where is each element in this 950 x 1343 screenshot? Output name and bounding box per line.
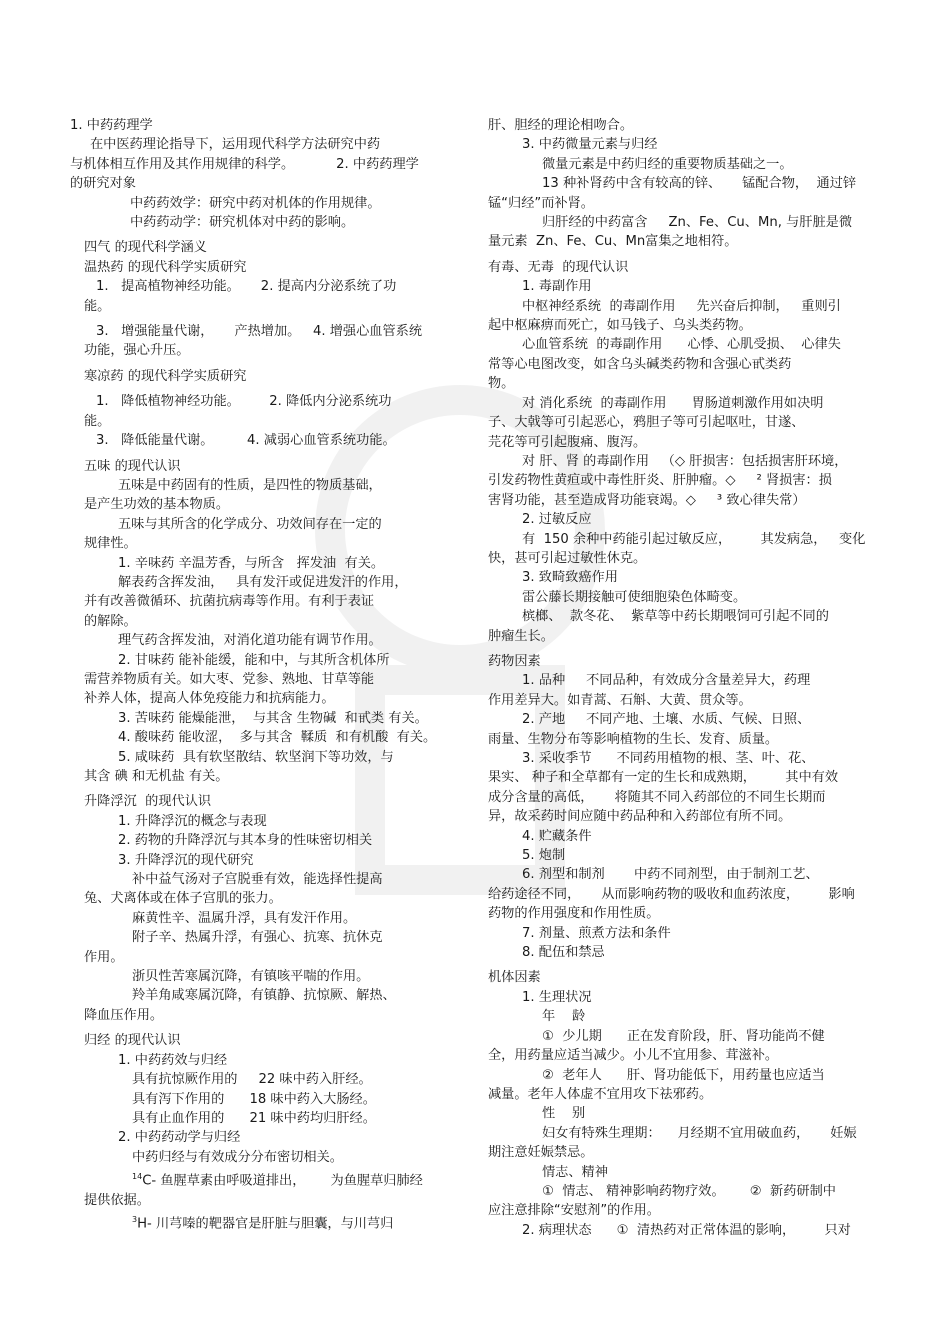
text-line-content: 2. 甘味药 能补能缓，能和中，与其所含机体所	[118, 652, 390, 668]
isotope-superscript: 3	[132, 1215, 138, 1225]
text-line-content: 锰“归经”而补肾。	[488, 195, 594, 211]
text-line-content: 3. 苦味药 能燥能泄， 与其含 生物碱 和甙类 有关。	[118, 710, 428, 726]
text-line-content: 规律性。	[84, 536, 137, 552]
text-line-content: 心血管系统 的毒副作用 心悸、心肌受损、 心律失	[522, 337, 841, 353]
text-line	[488, 968, 888, 987]
text-line	[488, 885, 888, 904]
text-line	[488, 1066, 888, 1085]
text-line-content: 1. 辛味药 辛温芳香，与所含 挥发油 有关。	[118, 555, 385, 571]
right-column	[488, 116, 888, 1240]
text-line	[70, 1148, 465, 1167]
text-line	[70, 573, 465, 592]
text-line	[488, 232, 888, 251]
text-line-content: 药物的作用强度和作用性质。	[488, 906, 660, 922]
text-line-content: 5. 炮制	[522, 848, 566, 864]
text-line-content: 肿瘤生长。	[488, 628, 554, 644]
text-line-content: 2. 产地 不同产地、土壤、水质、气候、日照、	[522, 712, 811, 728]
text-line-content: 能。	[84, 298, 111, 314]
text-line	[488, 549, 888, 568]
text-line-content: 对 消化系统 的毒副作用 胃肠道刺激作用如决明	[522, 395, 824, 411]
text-line	[488, 1085, 888, 1104]
text-line-content: 兔、犬离体或在体子宫肌的张力。	[84, 891, 282, 907]
text-line	[488, 452, 888, 471]
text-line-content: 异，故采药时间应随中药品种和入药部位有所不同。	[488, 809, 792, 825]
text-line-content: 与机体相互作用及其作用规律的科学。 2. 中药药理学	[70, 156, 419, 172]
text-line	[488, 530, 888, 549]
text-line	[488, 924, 888, 943]
text-line	[70, 155, 465, 174]
text-line-content: 全，用药量应适当减少。小儿不宜用参、茸滋补。	[488, 1048, 779, 1064]
text-line-content: 2. 过敏反应	[522, 512, 592, 528]
text-line-content: 应注意排除“安慰剂”的作用。	[488, 1203, 660, 1219]
text-line	[488, 568, 888, 587]
text-line	[488, 433, 888, 452]
text-line	[70, 812, 465, 831]
text-line	[70, 948, 465, 967]
text-line	[70, 1090, 465, 1109]
text-line	[488, 671, 888, 690]
text-line	[488, 1027, 888, 1046]
text-line	[70, 515, 465, 534]
text-line-content: 3. 中药微量元素与归经	[522, 137, 658, 153]
text-line	[488, 1104, 888, 1123]
text-line	[70, 631, 465, 650]
text-line-content: 1. 毒副作用	[522, 279, 592, 295]
text-line-content: 升降浮沉 的现代认识	[84, 794, 212, 810]
text-line-content: 归肝经的中药富含 Zn、Fe、Cu、Mn, 与肝脏是微	[542, 215, 853, 231]
text-line	[488, 1221, 888, 1240]
text-line	[488, 827, 888, 846]
text-line	[488, 943, 888, 962]
text-line-content: 四气 的现代科学涵义	[84, 240, 207, 256]
text-line	[488, 904, 888, 923]
text-line	[70, 748, 465, 767]
text-line-content: 子、大戟等可引起恶心，鸦胆子等可引起呕吐，甘遂、	[488, 415, 805, 431]
text-line-content: 13 种补肾药中含有较高的锌、 锰配合物， 通过锌	[542, 176, 857, 192]
text-line-content: 给药途径不同， 从而影响药物的吸收和血药浓度， 影响	[488, 886, 855, 902]
text-line	[488, 213, 888, 232]
text-line-content: 起中枢麻痹而死亡，如马钱子、乌头类药物。	[488, 318, 752, 334]
text-line-content: 五味 的现代认识	[84, 458, 181, 474]
text-line	[488, 749, 888, 768]
text-line-content: 对 肝、肾 的毒副作用 （◇ 肝损害：包括损害肝环境，	[522, 453, 848, 469]
text-line	[70, 213, 465, 232]
text-line-content: 7. 剂量、煎煮方法和条件	[522, 925, 671, 941]
text-line-content: 3. 降低能量代谢。 4. 减弱心血管系统功能。	[96, 433, 396, 449]
text-line	[488, 730, 888, 749]
text-line	[488, 1201, 888, 1220]
text-line	[70, 728, 465, 747]
text-line	[488, 807, 888, 826]
text-line	[488, 413, 888, 432]
text-line	[488, 491, 888, 510]
text-line	[70, 1031, 465, 1050]
text-line	[488, 988, 888, 1007]
text-line-content: 年 龄	[542, 1009, 586, 1025]
text-line	[70, 1070, 465, 1089]
text-line	[488, 174, 888, 193]
text-line-content: 1. 升降浮沉的概念与表现	[118, 813, 267, 829]
text-line-content: 4. 酸味药 能收涩， 多与其含 鞣质 和有机酸 有关。	[118, 730, 437, 746]
text-line	[70, 367, 465, 386]
text-line-content: 具有止血作用的 21 味中药均归肝经。	[132, 1110, 376, 1126]
text-line	[70, 554, 465, 573]
text-line-content: 解表药含挥发油， 具有发汗或促进发汗的作用，	[118, 574, 408, 590]
text-line-content: 中药归经与有效成分分布密切相关。	[132, 1149, 343, 1165]
text-line	[488, 691, 888, 710]
text-line	[70, 967, 465, 986]
text-line	[70, 870, 465, 889]
text-line	[70, 909, 465, 928]
text-line	[70, 670, 465, 689]
text-line	[70, 495, 465, 514]
text-line	[488, 316, 888, 335]
text-line-content: H- 川芎嗪的靶器官是肝脏与胆囊，与川芎归	[137, 1216, 394, 1232]
text-line-content: 常等心电图改变，如含乌头碱类药物和含强心甙类药	[488, 356, 792, 372]
text-line-content: 果实、 种子和全草都有一定的生长和成熟期， 其中有效	[488, 770, 839, 786]
text-line-content: ① 情志、 精神影响药物疗效。 ② 新药研制中	[542, 1183, 836, 1199]
text-line	[70, 412, 465, 431]
text-line-content: 量元素 Zn、Fe、Cu、Mn富集之地相符。	[488, 234, 738, 250]
text-line-content: 6. 剂型和制剂 中药不同剂型，由于制剂工艺、	[522, 867, 819, 883]
text-line-content: 中药药效学：研究中药对机体的作用规律。	[130, 195, 381, 211]
text-line-content: 引发药物性黄疸或中毒性肝炎、肝肿瘤。◇ ² 肾损害：损	[488, 473, 832, 489]
text-line	[70, 476, 465, 495]
text-line	[488, 277, 888, 296]
text-line-content: 雷公藤长期接触可使细胞染色体畸变。	[522, 589, 747, 605]
text-line	[70, 1191, 465, 1210]
text-line-content: 2. 病理状态 ① 清热药对正常体温的影响， 只对	[522, 1222, 851, 1238]
text-line-content: 微量元素是中药归经的重要物质基础之一。	[542, 156, 793, 172]
text-line	[70, 116, 465, 135]
text-line-content: 补养人体，提高人体免疫能力和抗病能力。	[84, 691, 335, 707]
text-line-content: 妇女有特殊生理期： 月经期不宜用破血药， 妊娠	[542, 1125, 857, 1141]
text-line-content: 是产生功效的基本物质。	[84, 497, 230, 513]
text-line-content: 其含 碘 和无机盐 有关。	[84, 769, 229, 784]
text-line	[488, 155, 888, 174]
text-line-content: 中枢神经系统 的毒副作用 先兴奋后抑制， 重则引	[522, 298, 841, 314]
text-line	[70, 258, 465, 277]
text-line	[70, 592, 465, 611]
text-line-content: 3. 致畸致癌作用	[522, 570, 618, 586]
text-line	[488, 1143, 888, 1162]
text-line	[70, 174, 465, 193]
text-line-content: 1. 品种 不同品种，有效成分含量差异大，药理	[522, 673, 811, 689]
text-line-content: 温热药 的现代科学实质研究	[84, 259, 247, 275]
left-column	[70, 116, 465, 1234]
text-line-content: 麻黄性辛、温属升浮，具有发汗作用。	[132, 910, 357, 926]
text-line	[488, 135, 888, 154]
text-line-content: 2. 药物的升降浮沉与其本身的性味密切相关	[118, 833, 373, 849]
text-line	[488, 116, 888, 135]
text-line-content: 害肾功能，甚至造成肾功能衰竭。◇ ³ 致心律失常）	[488, 492, 806, 508]
text-line-content: 羚羊角咸寒属沉降，有镇静、抗惊厥、解热、	[132, 988, 396, 1004]
text-line-content: 具有抗惊厥作用的 22 味中药入肝经。	[132, 1072, 372, 1088]
text-line-content: 的研究对象	[70, 176, 136, 192]
text-line-content: 提供依据。	[84, 1192, 150, 1208]
text-line	[70, 1167, 465, 1191]
text-line	[70, 709, 465, 728]
text-line	[488, 627, 888, 646]
text-line-content: 2. 中药药动学与归经	[118, 1130, 241, 1146]
text-line	[70, 1109, 465, 1128]
text-line	[70, 889, 465, 908]
text-line	[70, 1051, 465, 1070]
text-line-content: C- 鱼腥草素由呼吸道排出， 为鱼腥草归肺经	[142, 1173, 423, 1189]
text-line	[70, 1210, 465, 1234]
text-line	[488, 768, 888, 787]
text-line	[70, 534, 465, 553]
text-line-content: 的解除。	[84, 613, 137, 629]
text-line	[70, 297, 465, 316]
text-line-content: 性 别	[542, 1106, 586, 1122]
text-line	[488, 510, 888, 529]
text-line-content: 作用。	[84, 949, 124, 965]
text-line-content: 降血压作用。	[84, 1007, 164, 1023]
text-line-content: 理气药含挥发油，对消化道功能有调节作用。	[118, 633, 382, 649]
text-line-content: 期注意妊娠禁忌。	[488, 1145, 594, 1161]
text-line-content: 肝、胆经的理论相吻合。	[488, 118, 634, 133]
text-line	[488, 335, 888, 354]
text-line-content: 机体因素	[488, 970, 541, 986]
text-line-content: 药物因素	[488, 653, 541, 669]
text-line-content: 1. 提高植物神经功能。 2. 提高内分泌系统了功	[96, 279, 397, 295]
text-line-content: 4. 贮藏条件	[522, 828, 592, 844]
text-line-content: 五味与其所含的化学成分、功效间存在一定的	[118, 516, 382, 532]
text-line-content: 槟榔、 款冬花、 紫草等中药长期喂饲可引起不同的	[522, 609, 829, 625]
text-line-content: 1. 中药药效与归经	[118, 1052, 228, 1068]
text-line	[70, 792, 465, 811]
text-line	[70, 767, 465, 786]
text-line-content: 3. 升降浮沉的现代研究	[118, 852, 254, 868]
text-line-content: 快，甚可引起过敏性休克。	[488, 550, 647, 566]
text-line-content: 芫花等可引起腹痛、腹泻。	[488, 434, 647, 450]
text-line	[70, 986, 465, 1005]
isotope-superscript: 14	[132, 1172, 143, 1182]
text-line	[70, 277, 465, 296]
text-line-content: 8. 配伍和禁忌	[522, 945, 605, 961]
text-line	[488, 788, 888, 807]
text-line-content: 3. 采收季节 不同药用植物的根、茎、叶、花、	[522, 751, 815, 766]
text-line	[70, 392, 465, 411]
text-line-content: 减量。老年人体虚不宜用攻下祛邪药。	[488, 1086, 713, 1102]
text-line	[488, 1046, 888, 1065]
text-line-content: ① 少儿期 正在发育阶段，肝、肾功能尚不健	[542, 1028, 825, 1044]
text-line-content: 情志、精神	[542, 1164, 608, 1180]
text-line	[488, 471, 888, 490]
text-line-content: 1. 生理状况	[522, 989, 592, 1005]
text-line	[70, 457, 465, 476]
text-line	[488, 865, 888, 884]
text-line	[488, 194, 888, 213]
text-line-content: 5. 咸味药 具有软坚散结、软坚润下等功效，与	[118, 749, 394, 765]
text-line-content: 具有泻下作用的 18 味中药入大肠经。	[132, 1091, 376, 1107]
text-line	[488, 258, 888, 277]
text-line-content: 附子辛、热属升浮，有强心、抗寒、抗休克	[132, 930, 383, 946]
text-line	[488, 846, 888, 865]
text-line-content: 有毒、无毒 的现代认识	[488, 259, 629, 275]
text-line	[488, 607, 888, 626]
text-line-content: 有 150 余种中药能引起过敏反应， 其发病急， 变化	[522, 531, 866, 547]
text-line	[70, 194, 465, 213]
text-line	[70, 341, 465, 360]
text-line	[70, 831, 465, 850]
text-line	[488, 297, 888, 316]
text-line	[70, 651, 465, 670]
text-line	[488, 1163, 888, 1182]
text-line-content: 雨量、生物分布等影响植物的生长、发育、质量。	[488, 731, 779, 747]
text-line	[70, 431, 465, 450]
text-line-content: 中药药动学：研究机体对中药的影响。	[130, 215, 355, 231]
text-line-content: 五味是中药固有的性质，是四性的物质基础，	[118, 477, 382, 493]
text-line-content: 在中医药理论指导下，运用现代科学方法研究中药	[90, 137, 381, 153]
text-line-content: 物。	[488, 376, 515, 392]
text-line	[70, 689, 465, 708]
text-line	[488, 355, 888, 374]
text-line-content: 归经 的现代认识	[84, 1033, 181, 1049]
text-line-content: 浙贝性苦寒属沉降，有镇咳平喘的作用。	[132, 969, 370, 985]
text-line-content: 3. 增强能量代谢， 产热增加。 4. 增强心血管系统	[96, 324, 423, 340]
text-line	[488, 588, 888, 607]
text-line	[488, 652, 888, 671]
text-line	[70, 851, 465, 870]
text-line-content: 寒凉药 的现代科学实质研究	[84, 368, 247, 384]
text-line	[70, 322, 465, 341]
text-line	[488, 1124, 888, 1143]
text-line-content: 作用差异大。如青蒿、石斛、大黄、贯众等。	[488, 692, 752, 708]
text-line-content: 成分含量的高低， 将随其不同入药部位的不同生长期而	[488, 789, 826, 805]
text-line	[70, 928, 465, 947]
text-line	[70, 238, 465, 257]
text-line	[70, 1128, 465, 1147]
text-line	[488, 394, 888, 413]
text-line	[70, 612, 465, 631]
text-line-content: 并有改善微循环、抗菌抗病毒等作用。有利于表证	[84, 594, 375, 610]
text-line	[488, 1182, 888, 1201]
text-line	[488, 374, 888, 393]
text-line-content: 功能，强心升压。	[84, 343, 190, 359]
text-line-content: 需营养物质有关。如大枣、党参、熟地、甘草等能	[84, 671, 375, 687]
text-line	[488, 1007, 888, 1026]
text-line-content: 补中益气汤对子宫脱垂有效，能选择性提高	[132, 872, 383, 888]
text-line	[488, 710, 888, 729]
text-line	[70, 1006, 465, 1025]
text-line-content: 1. 降低植物神经功能。 2. 降低内分泌系统功	[96, 394, 392, 410]
text-line-content: ② 老年人 肝、肾功能低下，用药量也应适当	[542, 1067, 825, 1083]
text-line-content: 能。	[84, 413, 111, 429]
text-line-content: 1. 中药药理学	[70, 118, 153, 133]
text-line	[70, 135, 465, 154]
